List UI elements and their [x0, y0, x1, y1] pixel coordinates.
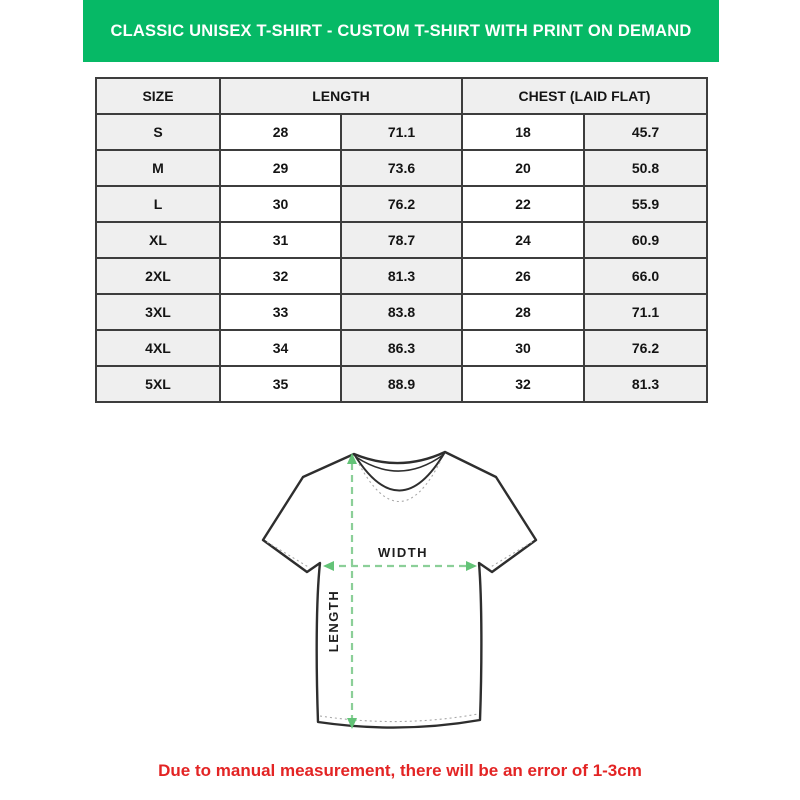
measurement-error-note: Due to manual measurement, there will be an error of 1-3cm [158, 761, 642, 780]
width-label: WIDTH [377, 545, 429, 560]
size-chart-table [95, 77, 708, 403]
chest-inches-cell: 24 [462, 222, 584, 258]
chest-cm-cell: 76.2 [584, 330, 707, 366]
chest-inches-cell: 26 [462, 258, 584, 294]
table-row [96, 330, 707, 366]
tshirt-diagram-svg [250, 440, 550, 750]
table-row [96, 294, 707, 330]
column-header-chest: CHEST (LAID FLAT) [462, 78, 707, 114]
length-inches-cell: 28 [220, 114, 341, 150]
chest-inches-cell: 32 [462, 366, 584, 402]
size-cell: 2XL [96, 258, 220, 294]
length-label: LENGTH [326, 589, 341, 653]
size-cell: 4XL [96, 330, 220, 366]
size-cell: XL [96, 222, 220, 258]
size-cell: M [96, 150, 220, 186]
length-cm-cell: 83.8 [341, 294, 462, 330]
table-row [96, 222, 707, 258]
column-header-length: LENGTH [220, 78, 462, 114]
table-row [96, 114, 707, 150]
chest-cm-cell: 55.9 [584, 186, 707, 222]
size-cell: S [96, 114, 220, 150]
size-cell: 3XL [96, 294, 220, 330]
chest-cm-cell: 60.9 [584, 222, 707, 258]
length-cm-cell: 88.9 [341, 366, 462, 402]
tshirt-outline [263, 452, 536, 728]
chest-cm-cell: 71.1 [584, 294, 707, 330]
title-banner [83, 0, 719, 62]
chest-inches-cell: 18 [462, 114, 584, 150]
length-inches-cell: 30 [220, 186, 341, 222]
table-row [96, 186, 707, 222]
length-cm-cell: 78.7 [341, 222, 462, 258]
length-inches-cell: 32 [220, 258, 341, 294]
length-cm-cell: 81.3 [341, 258, 462, 294]
size-cell: L [96, 186, 220, 222]
length-inches-cell: 29 [220, 150, 341, 186]
length-cm-cell: 73.6 [341, 150, 462, 186]
length-cm-cell: 76.2 [341, 186, 462, 222]
length-inches-cell: 33 [220, 294, 341, 330]
chest-inches-cell: 28 [462, 294, 584, 330]
chest-cm-cell: 50.8 [584, 150, 707, 186]
chest-cm-cell: 45.7 [584, 114, 707, 150]
column-header-size: SIZE [96, 78, 220, 114]
length-cm-cell: 86.3 [341, 330, 462, 366]
table-row [96, 258, 707, 294]
chest-inches-cell: 30 [462, 330, 584, 366]
chest-cm-cell: 81.3 [584, 366, 707, 402]
chest-cm-cell: 66.0 [584, 258, 707, 294]
page-title: CLASSIC UNISEX T-SHIRT - CUSTOM T-SHIRT WITH PRINT ON DEMAND [110, 21, 692, 40]
length-inches-cell: 35 [220, 366, 341, 402]
length-inches-cell: 31 [220, 222, 341, 258]
table-header-row [96, 78, 707, 114]
chest-inches-cell: 20 [462, 150, 584, 186]
table-row [96, 150, 707, 186]
table-row [96, 366, 707, 402]
length-cm-cell: 71.1 [341, 114, 462, 150]
chest-inches-cell: 22 [462, 186, 584, 222]
length-inches-cell: 34 [220, 330, 341, 366]
size-cell: 5XL [96, 366, 220, 402]
tshirt-measurement-diagram [250, 440, 550, 750]
